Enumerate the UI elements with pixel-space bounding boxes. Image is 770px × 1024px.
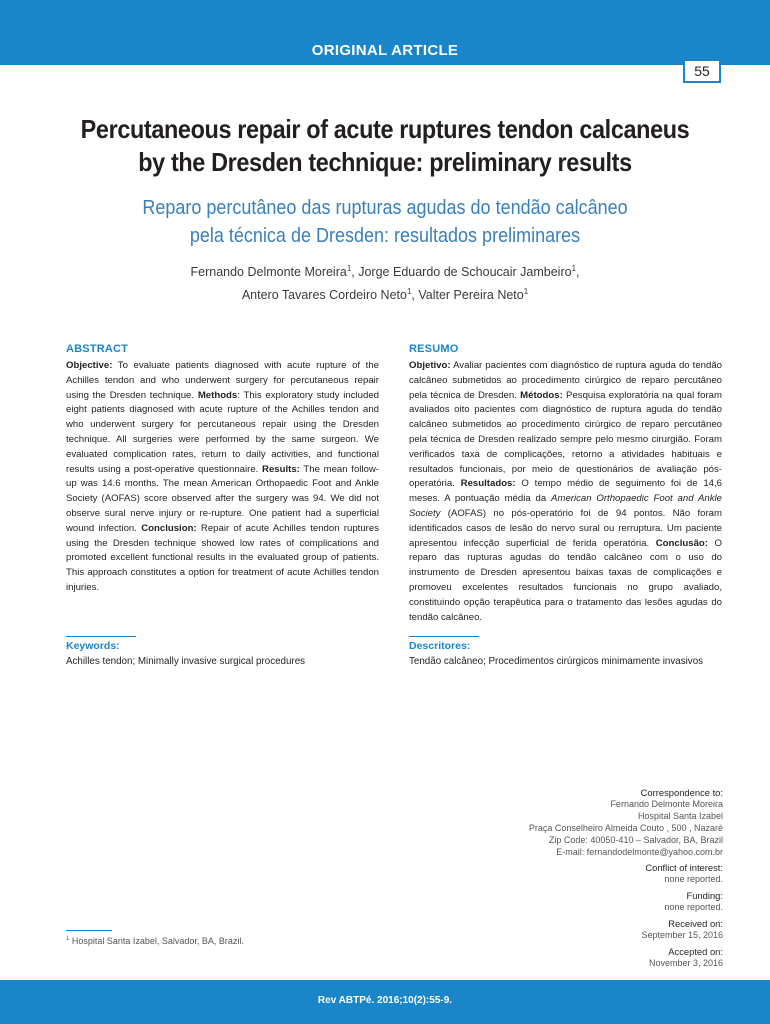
abstract-heading: ABSTRACT	[66, 343, 129, 355]
correspondence-line: Fernando Delmonte Moreira	[610, 798, 723, 809]
objetivo-text: Avaliar pacientes com diagnóstico de ruptura aguda do tendão calcâneo submetidos ao procedimento cirúrgico de reparo percutâneo pela técnica de Dresden.	[409, 360, 722, 401]
correspondence-line: Zip Code: 40050-410 – Salvador, BA, Brazil	[548, 834, 723, 845]
author-name: Jorge Eduardo de Schoucair Jambeiro	[358, 265, 572, 280]
page-number: 55	[683, 61, 721, 83]
correspondence-label: Correspondence to:	[640, 787, 723, 798]
author-name: Valter Pereira Neto	[418, 288, 524, 303]
accepted-date: November 3, 2016	[648, 957, 723, 968]
resultados-label: Resultados:	[460, 478, 516, 490]
abstract-column	[66, 343, 379, 596]
author-line-1	[60, 259, 710, 282]
resumo-column	[409, 343, 722, 625]
author-affiliation: 1	[523, 287, 529, 297]
funding-label: Funding:	[686, 890, 723, 902]
author-affiliation: 1	[346, 264, 352, 273]
author-name: Fernando Delmonte Moreira	[190, 265, 347, 280]
results-text: The mean follow-up was 14.6 months. The mean American Orthopaedic Foot and Ankle Society (AOFAS) score observed after the surgery was 94. We did not observe sural nerve injury or re-rupture. One patient had a superficial wound infection.	[66, 463, 380, 534]
subtitle-line-2: pela técnica de Dresden: resultados preliminares	[189, 225, 581, 247]
descritores-divider	[409, 636, 479, 637]
resultados-text: O tempo médio de seguimento foi de 14,6 meses. A pontuação média da	[409, 478, 723, 505]
footer-banner	[0, 980, 770, 1024]
author-separator: ,	[411, 288, 419, 303]
resumo-heading: RESUMO	[409, 343, 459, 355]
keywords-block	[66, 636, 379, 667]
results-label: Results:	[262, 463, 300, 475]
resultados-text-continued: (AOFAS) no pós-operatório foi de 94 pontos. Não foram identificados casos de lesão do nervo sural ou rerruptura. Um paciente apresentou infecção superficial de ferida operatória.	[409, 507, 722, 549]
author-list	[60, 259, 710, 305]
affiliation-footnote	[66, 930, 366, 946]
conflict-label: Conflict of interest:	[645, 862, 723, 874]
article-title	[75, 113, 696, 179]
objective-text: To evaluate patients diagnosed with acute rupture of the Achilles tendon and who underwent surgery for percutaneous repair using the Dresden technique.	[66, 360, 379, 401]
conclusao-label: Conclusão:	[655, 537, 708, 549]
objetivo-label: Objetivo:	[409, 360, 451, 371]
methods-label: Methods	[197, 389, 238, 401]
correspondence-line: Praça Conselheiro Almeida Couto , 500 , Nazaré	[528, 822, 723, 833]
footnote-affiliation: Hospital Santa Izabel, Salvador, BA, Brazil.	[69, 936, 244, 946]
keywords-text: Achilles tendon; Minimally invasive surgical procedures	[66, 656, 306, 667]
author-name: Antero Tavares Cordeiro Neto	[241, 288, 407, 303]
author-affiliation: 1	[406, 287, 412, 297]
author-separator: ,	[351, 265, 359, 280]
abstract-text	[66, 359, 379, 596]
received-date: September 15, 2016	[641, 929, 723, 940]
article-info-sidebar	[423, 787, 723, 970]
footnote-divider	[66, 930, 112, 931]
author-affiliation: 1	[571, 264, 577, 273]
correspondence-email: E-mail: fernandodelmonte@yahoo.com.br	[556, 846, 723, 857]
author-line-2	[60, 282, 710, 305]
metodos-label: Métodos:	[520, 389, 563, 401]
received-label: Received on:	[668, 918, 723, 930]
metodos-text: Pesquisa exploratória na qual foram avaliados oito pacientes com diagnóstico de ruptura aguda do tendão calcâneo submetidos ao procedimento cirúrgico de reparo percutâneo pela técnica de Dresden realizado sempre pelo mesmo cirurgião. Foram verificados taxa de complicações, retorno a atividades habituais e resultados funcionais, por meio de questionários de avaliação pós-operatória.	[409, 389, 722, 490]
objective-label: Objective:	[66, 360, 113, 371]
conclusion-label: Conclusion:	[141, 522, 197, 534]
conclusao-text: O reparo das rupturas agudas do tendão calcâneo com o uso do instrumento de Dresden apresentou baixas taxas de complicações e promoveu excelentes resultados funcionais no grupo avaliado, constituindo opção terapêutica para o tratamento das lesões agudas do tendão calcâneo.	[409, 537, 722, 623]
descritores-heading: Descritores:	[409, 640, 471, 652]
conflict-value: none reported.	[664, 874, 723, 885]
methods-text: : This exploratory study included eight patients diagnosed with acute rupture of the Achilles tendon and who underwent surgery for percutaneous repair using the Dresden technique. All surgeries were performed by the same surgeon. We evaluated complication rates, return to daily activities, and functional results using a post-operative questionnaire.	[66, 389, 380, 475]
article-subtitle	[93, 194, 678, 250]
resumo-text	[409, 359, 722, 625]
title-line-2: by the Dresden technique: preliminary results	[138, 147, 632, 177]
funding-value: none reported.	[664, 902, 723, 913]
descritores-text: Tendão calcâneo; Procedimentos cirúrgicos minimamente invasivos	[409, 656, 704, 667]
top-banner	[0, 0, 770, 65]
section-label: ORIGINAL ARTICLE	[311, 42, 459, 59]
keywords-heading: Keywords:	[66, 640, 120, 652]
title-line-1: Percutaneous repair of acute ruptures tendon calcaneus	[80, 114, 690, 144]
journal-citation: Rev ABTPé. 2016;10(2):55-9.	[317, 995, 453, 1006]
author-separator: ,	[576, 265, 580, 280]
conclusion-text: Repair of acute Achilles tendon ruptures using the Dresden technique showed low rates of complications and promoted excellent functional results in the evaluated group of patients. This approach constitutes a option for treatment of acute Achilles tendon injuries.	[66, 522, 380, 593]
descritores-block	[409, 636, 722, 667]
footnote-marker: 1	[66, 936, 70, 942]
subtitle-line-1: Reparo percutâneo das rupturas agudas do tendão calcâneo	[142, 197, 628, 219]
keywords-divider	[66, 636, 136, 637]
footnote-text	[66, 936, 366, 946]
resultados-italic: American Orthopaedic Foot and Ankle Society	[409, 493, 723, 519]
accepted-label: Accepted on:	[668, 945, 723, 957]
correspondence-line: Hospital Santa Izabel	[637, 810, 723, 821]
